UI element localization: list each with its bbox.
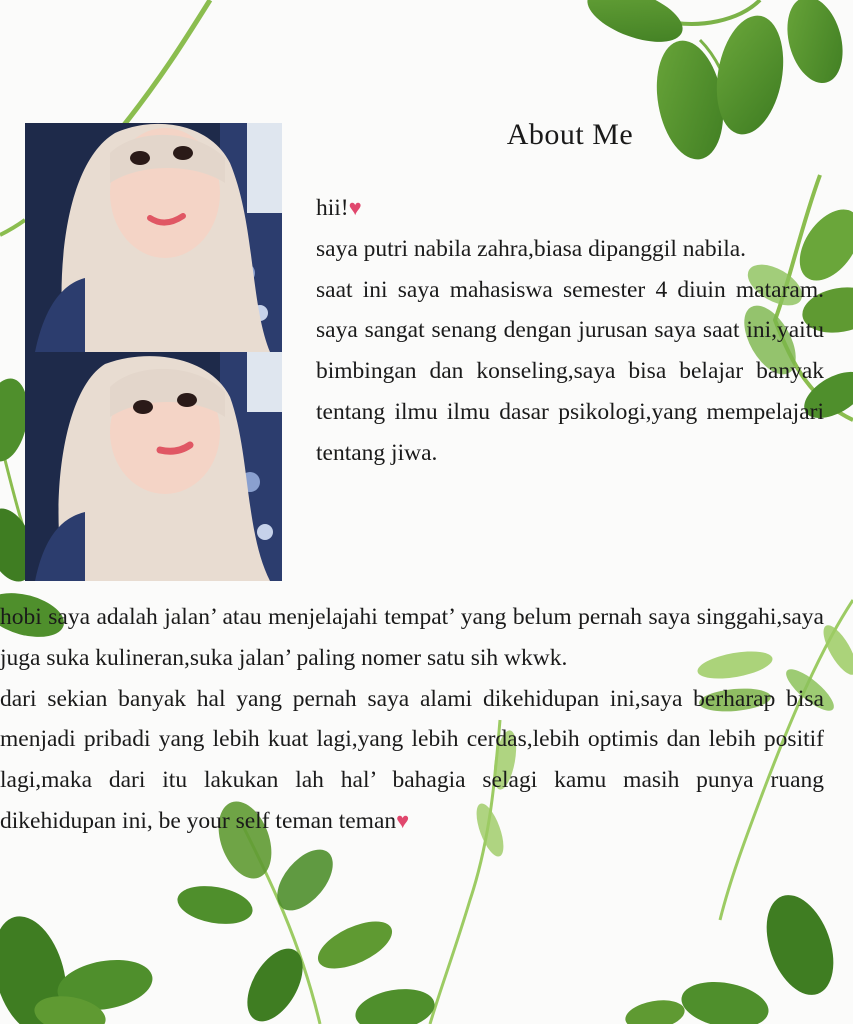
intro-paragraph-2: saat ini saya mahasiswa semester 4 diuin mataram. saya sangat senang dengan jurusan saya saat ini,yaitu bimbingan dan konseling,saya bisa belajar banyak tentang ilmu ilmu dasar psikologi,yang mempelajari tentang jiwa. — [316, 276, 824, 466]
body-text — [0, 597, 824, 842]
hobby-paragraph: hobi saya adalah jalan’ atau menjelajahi tempat’ yang belum pernah saya singgahi,saya juga suka kulineran,suka jalan’ paling nomer satu sih wkwk. — [0, 604, 824, 671]
intro-text — [316, 188, 824, 474]
page-title: About Me — [506, 118, 634, 151]
selfie-photo-top — [25, 123, 282, 352]
closing-paragraph-line — [0, 679, 824, 842]
intro-paragraph-1: saya putri nabila zahra,biasa dipanggil nabila. — [316, 235, 747, 262]
greeting-line — [316, 188, 824, 229]
selfie-photo-bottom — [25, 352, 282, 581]
heart-icon: ♥ — [348, 195, 362, 220]
closing-paragraph: dari sekian banyak hal yang pernah saya alami dikehidupan ini,saya berharap bisa menjadi pribadi yang lebih kuat lagi,yang lebih cerdas,lebih optimis dan lebih positif lagi,maka dari itu lakukan lah hal’ bahagia selagi kamu masih punya ruang dikehidupan ini, be your self teman teman — [0, 685, 824, 834]
heart-icon: ♥ — [396, 807, 410, 833]
greeting: hii! — [316, 195, 349, 221]
photo-strip — [25, 123, 282, 581]
